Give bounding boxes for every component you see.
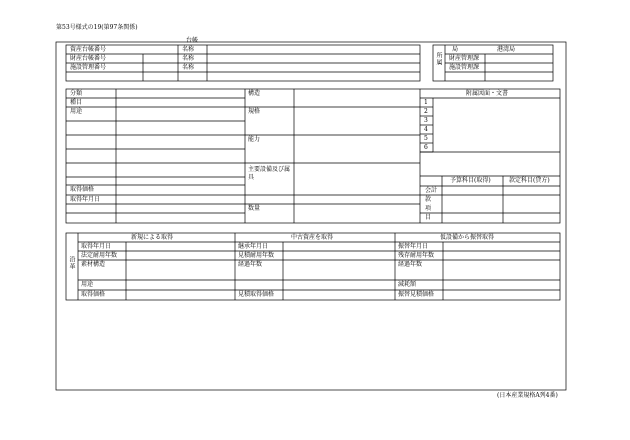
budget-row-label: 款 xyxy=(425,196,432,203)
budget-row-label: 会計 xyxy=(425,187,438,194)
bureau-value: 港湾局 xyxy=(497,46,516,53)
ledger-name-label: 名称 xyxy=(182,64,195,71)
ledger-row-label: 資産台帳番号 xyxy=(70,46,107,53)
attached-number: 4 xyxy=(424,126,428,133)
history-transfer-row: 振替年月日 xyxy=(398,243,429,250)
history-transfer-title: 仮設備から振替取得 xyxy=(440,234,495,241)
acq-date-label: 取得年月日 xyxy=(70,196,101,203)
classification-label: 分類 xyxy=(70,90,83,97)
structure-label: 構造 xyxy=(248,90,261,97)
history-new-title: 新規による取得 xyxy=(131,234,174,241)
ledger-name-label: 名称 xyxy=(182,55,195,62)
history-used-title: 中古資産を取得 xyxy=(291,234,334,241)
history-used-row: 見積取得価格 xyxy=(238,291,275,298)
quantity-label: 数量 xyxy=(248,205,261,212)
ledger-title: 台帳 xyxy=(186,37,199,44)
history-transfer-row: 減耗額 xyxy=(398,281,417,288)
attached-number: 2 xyxy=(424,108,428,115)
history-transfer-row: 振替見積価格 xyxy=(398,291,435,298)
budget-row-label: 目 xyxy=(425,214,432,221)
attached-number: 6 xyxy=(424,144,428,151)
equipment-label: 主要設備及び属具 xyxy=(248,166,291,181)
history-new-row: 取得価格 xyxy=(81,291,106,298)
history-used-row: 経過年数 xyxy=(238,261,263,268)
history-new-row: 取得年月日 xyxy=(81,243,112,250)
history-new-row: 用途 xyxy=(81,281,94,288)
ledger-row-label: 財産台帳番号 xyxy=(70,55,107,62)
history-used-row: 見積耐用年数 xyxy=(238,252,275,259)
attached-title: 附属図面・文書 xyxy=(466,90,509,97)
ledger-name-label: 名称 xyxy=(182,46,195,53)
capacity-label: 能力 xyxy=(248,136,261,143)
use-label: 用途 xyxy=(70,108,83,115)
history-used-row: 継承年月日 xyxy=(238,243,269,250)
specification-label: 規格 xyxy=(248,108,261,115)
budget-col-credit: 款定科目(貸方) xyxy=(509,177,550,184)
history-side-label: 沿革 xyxy=(68,256,75,270)
type-label: 種目 xyxy=(70,99,83,106)
history-new-row: 素材構造 xyxy=(81,261,106,268)
history-new-row: 法定耐用年数 xyxy=(81,252,118,259)
history-transfer-row: 残存耐用年数 xyxy=(398,252,435,259)
section-label: 財産管理課 xyxy=(449,55,480,62)
attached-number: 5 xyxy=(424,135,428,142)
bureau-label: 局 xyxy=(452,46,459,53)
attached-number: 1 xyxy=(424,99,428,106)
affiliation-label: 所属 xyxy=(435,52,442,66)
history-transfer-row: 経過年数 xyxy=(398,261,423,268)
ledger-row-label: 施設管理番号 xyxy=(70,64,107,71)
form-title: 第53号様式の19(第97条関係) xyxy=(56,24,138,31)
budget-row-label: 項 xyxy=(425,205,432,212)
acq-price-label: 取得価格 xyxy=(70,186,95,193)
attached-number: 3 xyxy=(424,117,428,124)
budget-col-acq: 予算科目(取得) xyxy=(450,177,491,184)
section-label: 施設管理課 xyxy=(449,64,480,71)
footer-note: (日本産業規格A列4番) xyxy=(497,392,558,399)
